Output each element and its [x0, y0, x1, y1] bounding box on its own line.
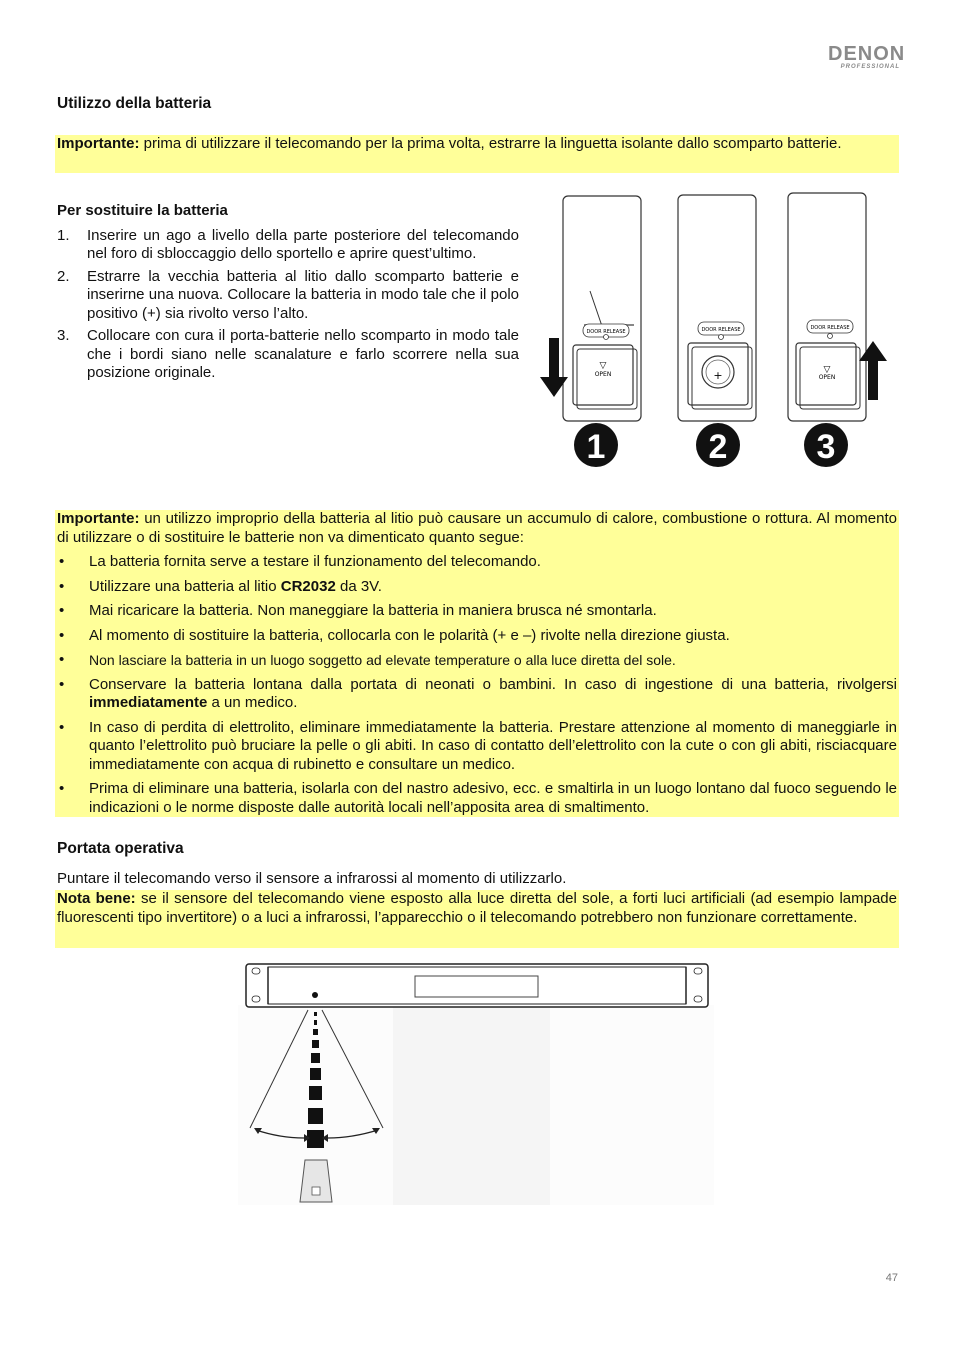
- list-item: [57, 651, 897, 670]
- triangle-mark: ▽: [599, 361, 607, 371]
- note-text: se il sensore del telecomando viene esposto alla luce diretta del sole, a forti luci artificiali (ad esempio lampade fluorescenti tipo invertitore) o a luci a infrarossi, l’apparecchio o il telecomando potrebbero non funzionare correttamente.: [57, 890, 897, 926]
- range-instruction: Puntare il telecomando verso il sensore a infrarossi al momento di utilizzarlo.: [57, 870, 567, 887]
- step-text: Estrarre la vecchia batteria al litio dallo scomparto batterie e inserirne una nuova. Collocare la batteria in modo tale che il polo positivo (+) sia rivolto verso l’alto.: [87, 267, 519, 322]
- bullet-text-part: da 3V.: [335, 577, 382, 595]
- remote-step-2: [678, 195, 756, 421]
- bullet-icon: •: [59, 675, 65, 693]
- list-item: [57, 627, 897, 646]
- ir-sensor-dot: [312, 992, 318, 998]
- warning-bullet-text: [89, 676, 897, 713]
- warning-intro: [57, 510, 897, 547]
- bullet-emphasis: immediatamente: [89, 694, 208, 711]
- ir-range-figure: [238, 960, 714, 1206]
- bullet-icon: •: [59, 602, 65, 619]
- triangle-mark: ▽: [823, 365, 831, 375]
- list-item: [57, 578, 897, 597]
- bullet-text-part: a un medico.: [207, 694, 298, 711]
- step-badge-1-label: 1: [586, 428, 606, 466]
- bullet-icon: •: [59, 651, 65, 668]
- warning-bullet-text: [89, 578, 897, 597]
- list-item: [57, 553, 897, 572]
- step-item: [57, 327, 519, 383]
- replace-battery-steps: [57, 202, 519, 387]
- door-release-label: DOOR RELEASE: [810, 325, 850, 331]
- step-number: 1.: [57, 226, 70, 244]
- battery-warning-box: [55, 510, 899, 817]
- door-release-label: DOOR RELEASE: [701, 327, 741, 333]
- important-label: Importante:: [57, 135, 140, 152]
- step-number: 2.: [57, 267, 70, 285]
- bullet-icon: •: [59, 553, 65, 570]
- step-badge-2-label: 2: [708, 428, 728, 466]
- brand-logo: [828, 43, 906, 71]
- door-release-label: DOOR RELEASE: [586, 329, 626, 335]
- list-item: [57, 780, 897, 817]
- range-note-box: [55, 890, 899, 948]
- battery-steps-figure: [530, 185, 890, 475]
- warning-bullet-text: La batteria fornita serve a testare il funzionamento del telecomando.: [89, 553, 541, 570]
- battery-plus-sign: +: [713, 369, 723, 382]
- remote-step-3: [788, 193, 887, 421]
- warning-bullet-text: In caso di perdita di elettrolito, eliminare immediatamente la batteria. Prestare attenzione al momento di maneggiarle in quanto l’elettrolito può bruciare la pelle o gli abiti. In caso di contatto dell’elettrolito con la cute o con gli abiti, risciacquare immediatamente con acqua di rubinetto e consultare un medico.: [89, 718, 897, 773]
- warning-bullet-text: Al momento di sostituire la batteria, collocarla con le polarità (+ e –) rivolte nella direzione giusta.: [89, 626, 730, 644]
- step-text: Inserire un ago a livello della parte posteriore del telecomando nel foro di sbloccaggio dello sportello e aprire quest’ultimo.: [87, 226, 519, 262]
- warning-label: Importante:: [57, 510, 140, 527]
- list-item: [57, 719, 897, 775]
- step-item: [57, 227, 519, 264]
- remote-control: [300, 1160, 332, 1202]
- warning-bullet-text: Mai ricaricare la batteria. Non maneggiare la batteria in maniera brusca né smontarla.: [89, 602, 657, 619]
- important-note-box: [55, 135, 899, 173]
- bullet-icon: •: [59, 577, 65, 595]
- step-number: 3.: [57, 327, 70, 344]
- warning-bullet-text: Non lasciare la batteria in un luogo soggetto ad elevate temperature o alla luce diretta del sole.: [89, 652, 676, 668]
- battery-section-title: Utilizzo della batteria: [57, 95, 212, 112]
- brand-subtitle: PROFESSIONAL: [840, 64, 900, 70]
- battery-model: CR2032: [280, 577, 336, 595]
- replace-battery-title: Per sostituire la batteria: [57, 202, 228, 219]
- warning-list: [57, 553, 897, 817]
- list-item: [57, 602, 897, 621]
- bullet-icon: •: [59, 718, 65, 736]
- bullet-icon: •: [59, 626, 65, 644]
- bullet-text-part: Utilizzare una batteria al litio: [89, 577, 281, 595]
- list-item: [57, 676, 897, 713]
- step-badge-3-label: 3: [816, 428, 836, 466]
- open-label: OPEN: [594, 371, 612, 378]
- brand-name: DENON: [828, 43, 906, 65]
- note-label: Nota bene:: [57, 890, 136, 907]
- bullet-text-part: Conservare la batteria lontana dalla portata di neonati o bambini. In caso di ingestione di una batteria, rivolgersi: [89, 675, 897, 693]
- warning-intro-text: un utilizzo improprio della batteria al litio può causare un accumulo di calore, combustione o rottura. Al momento di utilizzare o di sostituire le batterie non va dimenticato quanto segue:: [57, 510, 897, 546]
- step-item: [57, 268, 519, 324]
- range-section-title: Portata operativa: [57, 840, 184, 857]
- figure-shade: [393, 1005, 550, 1205]
- important-text: prima di utilizzare il telecomando per la prima volta, estrarre la linguetta isolante dallo scomparto batterie.: [139, 135, 842, 152]
- page-number: 47: [885, 1272, 898, 1284]
- rack-device: [246, 964, 708, 1007]
- bullet-icon: •: [59, 780, 65, 797]
- open-label: OPEN: [818, 374, 836, 381]
- remote-step-1: [540, 196, 641, 421]
- warning-bullet-text: Prima di eliminare una batteria, isolarla con del nastro adesivo, ecc. e smaltirla in un luogo lontano dal fuoco seguendo le indicazioni o le norme disposte dalle autorità locali nell’apposita area di smaltimento.: [89, 780, 897, 816]
- step-text: Collocare con cura il porta-batterie nello scomparto in modo tale che i bordi siano nelle scanalature e farlo scorrere nella sua posizione originale.: [87, 327, 519, 381]
